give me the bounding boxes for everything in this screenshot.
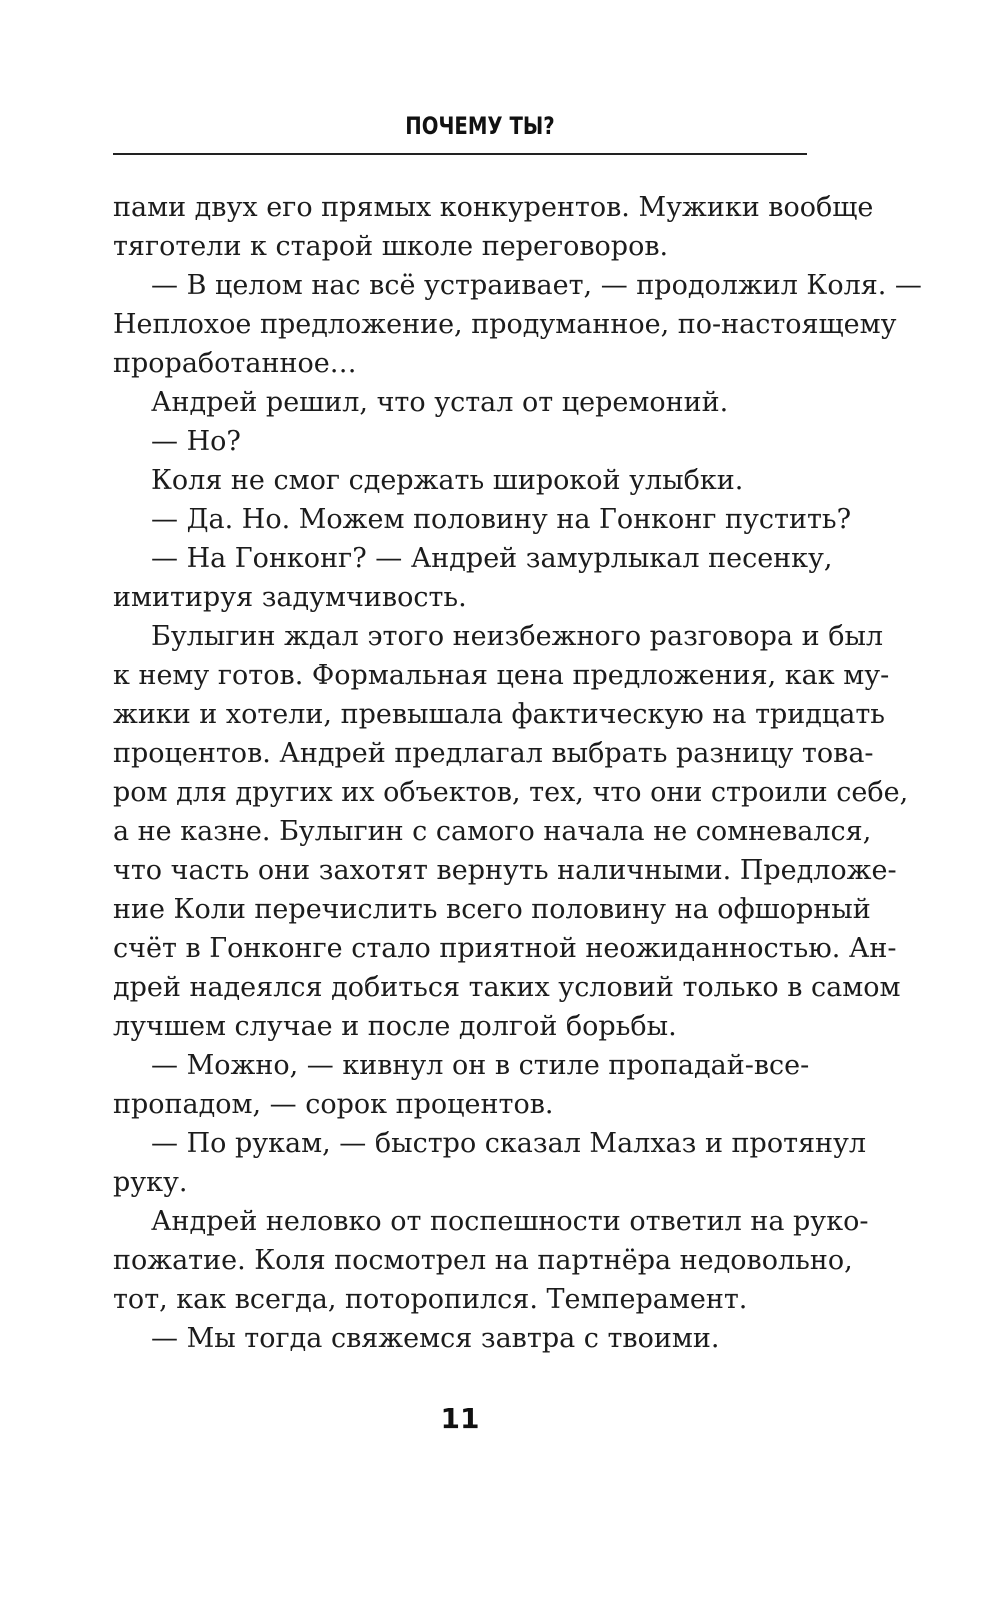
text-line: — В целом нас всё устраивает, — продолжил Коля. —: [151, 270, 922, 301]
text-line: что часть они захотят вернуть наличными. Предложе-: [113, 855, 897, 886]
text-line: — Но?: [151, 426, 241, 457]
header-rule: [113, 153, 807, 155]
text-line: пожатие. Коля посмотрел на партнёра недовольно,: [113, 1245, 853, 1276]
text-line: руку.: [113, 1167, 188, 1198]
text-line: пами двух его прямых конкурентов. Мужики вообще: [113, 192, 874, 223]
text-line: к нему готов. Формальная цена предложения, как му-: [113, 660, 890, 691]
text-line: имитируя задумчивость.: [113, 582, 467, 613]
text-line: Коля не смог сдержать широкой улыбки.: [151, 465, 744, 496]
page-number: 11: [440, 1402, 480, 1435]
text-line: — Можно, — кивнул он в стиле пропадай-все-: [151, 1050, 810, 1081]
text-line: — Мы тогда свяжемся завтра с твоими.: [151, 1323, 720, 1354]
text-line: — На Гонконг? — Андрей замурлыкал песенку,: [151, 543, 833, 574]
text-line: Неплохое предложение, продуманное, по-настоящему: [113, 309, 897, 340]
body-text: [113, 188, 922, 1358]
text-line: дрей надеялся добиться таких условий только в самом: [113, 972, 901, 1003]
text-line: счёт в Гонконге стало приятной неожиданностью. Ан-: [113, 933, 897, 964]
text-line: Андрей решил, что устал от церемоний.: [151, 387, 729, 418]
text-line: тяготели к старой школе переговоров.: [113, 231, 669, 262]
text-line: ром для других их объектов, тех, что они строили себе,: [113, 777, 909, 808]
text-line: пропадом, — сорок процентов.: [113, 1089, 554, 1120]
text-line: Булыгин ждал этого неизбежного разговора и был: [151, 621, 884, 652]
text-line: проработанное…: [113, 348, 357, 379]
text-line: жики и хотели, превышала фактическую на тридцать: [113, 699, 886, 730]
text-line: а не казне. Булыгин с самого начала не сомневался,: [113, 816, 872, 847]
text-line: лучшем случае и после долгой борьбы.: [113, 1011, 677, 1042]
running-title: ПОЧЕМУ ТЫ?: [405, 112, 555, 140]
text-line: Андрей неловко от поспешности ответил на руко-: [151, 1206, 869, 1237]
text-line: процентов. Андрей предлагал выбрать разницу това-: [113, 738, 874, 769]
text-line: тот, как всегда, поторопился. Темперамент.: [113, 1284, 748, 1315]
text-line: — Да. Но. Можем половину на Гонконг пустить?: [151, 504, 852, 535]
text-line: ние Коли перечислить всего половину на офшорный: [113, 894, 871, 925]
text-line: — По рукам, — быстро сказал Малхаз и протянул: [151, 1128, 867, 1159]
